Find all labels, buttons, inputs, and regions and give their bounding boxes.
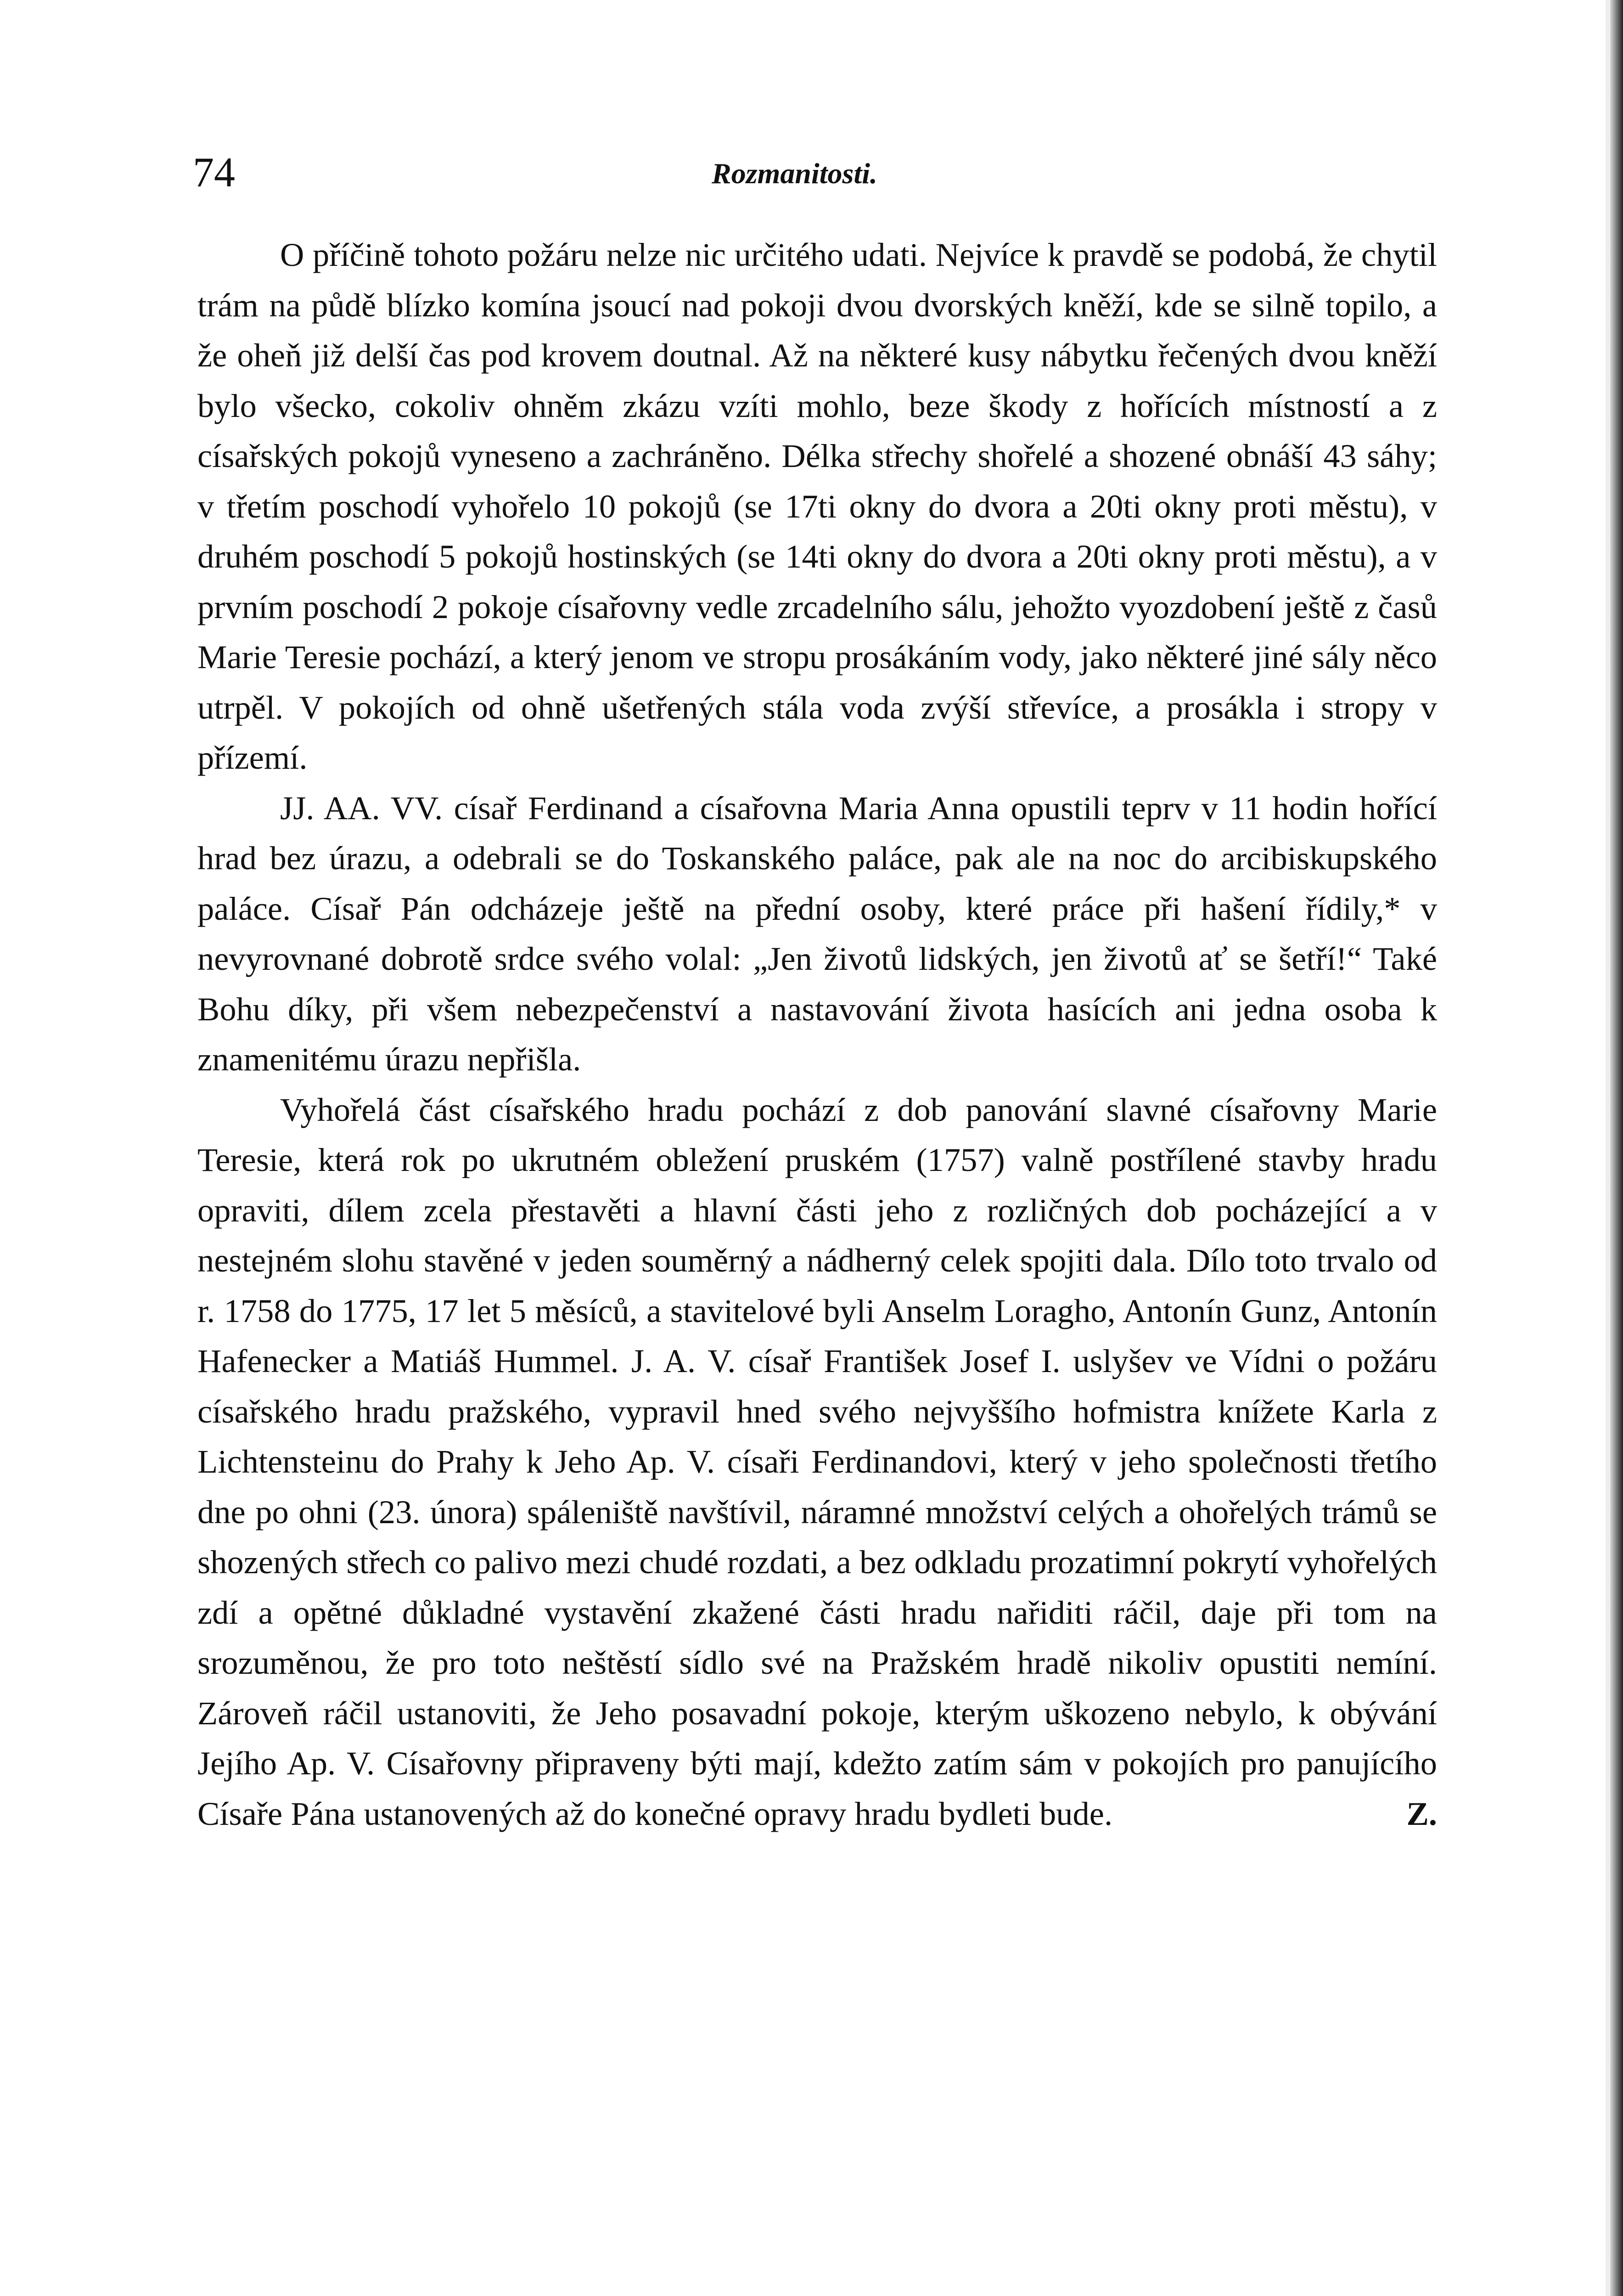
running-title: Rozmanitosti. [712, 157, 877, 190]
page-edge-shadow [1606, 0, 1610, 2296]
body-text [197, 230, 1437, 2296]
page-header [193, 142, 1442, 202]
author-signature: Z. [1406, 1795, 1437, 1832]
page-edge [1610, 0, 1623, 2296]
paragraph-3 [197, 1085, 1437, 1839]
paragraph-2: JJ. AA. VV. císař Ferdinand a císařovna Maria Anna opustili teprv v 11 hodin hořící hrad bez úrazu, a odebrali se do Toskanského paláce, pak ale na noc do arcibiskupského paláce. Císař Pán odcházeje ještě na přední osoby, které práce při hašení řídily,* v nevyrovnané dobrotě srdce svého volal: „Jen životů lidských, jen životů ať se šetří!“ Také Bohu díky, při všem nebezpečenství a nastavování života hasících ani jedna osoba k znamenitému úrazu nepřišla. [197, 789, 1437, 1078]
paragraph-1: O příčině tohoto požáru nelze nic určitého udati. Nejvíce k pravdě se podobá, že chytil trám na půdě blízko komína jsoucí nad pokoji dvou dvorských kněží, kde se silně topilo, a že oheň již delší čas pod krovem doutnal. Až na některé kusy nábytku řečených dvou kněží bylo všecko, cokoliv ohněm zkázu vzíti mohlo, beze škody z hořících místností a z císařských pokojů vyneseno a zachráněno. Délka střechy shořelé a shozené obnáší 43 sáhy; v třetím poschodí vyhořelo 10 pokojů (se 17ti okny do dvora a 20ti okny proti městu), v druhém poschodí 5 pokojů hostinských (se 14ti okny do dvora a 20ti okny proti městu), a v prvním poschodí 2 pokoje císařovny vedle zrcadelního sálu, jehožto vyozdobení ještě z časů Marie Teresie pochází, a který jenom ve stropu prosákáním vody, jako některé jiné sály něco utrpěl. V pokojích od ohně ušetřených stála voda zvýší střevíce, a prosákla i stropy v přízemí. [197, 236, 1437, 776]
page-number: 74 [193, 149, 235, 196]
paragraph-3-text: Vyhořelá část císařského hradu pochází z dob panování slavné císařovny Marie Teresie, která rok po ukrutném obležení pruském (1757) valně postřílené stavby hradu opraviti, dílem zcela přestavěti a hlavní části jeho z rozličných dob pocházející a v nestejném slohu stavěné v jeden souměrný a nádherný celek spojiti dala. Dílo toto trvalo od r. 1758 do 1775, 17 let 5 měsíců, a stavitelové byli Anselm Loragho, Antonín Gunz, Antonín Hafenecker a Matiáš Hummel. J. A. V. císař František Josef I. uslyšev ve Vídni o požáru císařského hradu pražského, vypravil hned svého nejvyššího hofmistra knížete Karla z Lichtensteinu do Prahy k Jeho Ap. V. císaři Ferdinandovi, který v jeho společnosti třetího dne po ohni (23. února) spáleniště navštívil, náramné množství celých a ohořelých trámů se shozených střech co palivo mezi chudé rozdati, a bez odkladu prozatimní pokrytí vyhořelých zdí a opětné důkladné vystavění zkažené části hradu nařiditi ráčil, daje při tom na srozuměnou, že pro toto neštěstí sídlo své na Pražském hradě nikoliv opustiti nemíní. Zároveň ráčil ustanoviti, že Jeho posavadní pokoje, kterým uškozeno nebylo, k obývání Jejího Ap. V. Císařovny připraveny býti mají, kdežto zatím sám v pokojích pro panujícího Císaře Pána ustanovených až do konečné opravy hradu bydleti bude. [197, 1091, 1437, 1832]
